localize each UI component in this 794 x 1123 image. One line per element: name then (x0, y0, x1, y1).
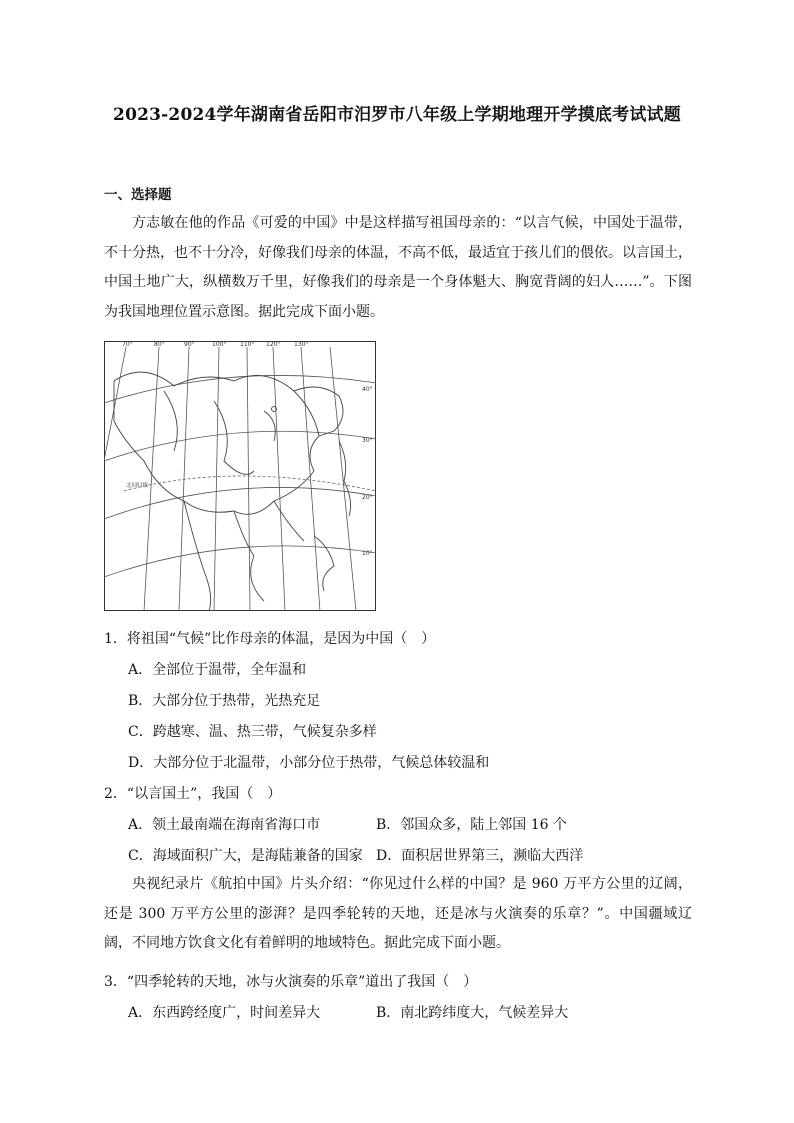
lon-label: 110° (240, 341, 255, 348)
passage-2: 央视纪录片《航拍中国》片头介绍：“你见过什么样的中国？是 960 万平方公里的辽阔，还是 300 万平方公里的澎湃？是四季轮转的天地，还是冰与火演奏的乐章？”。中国疆域辽阔，不同地方饮食文化有着鲜明的地域特色。据此完成下面小题。 (104, 876, 692, 951)
question-1-option-c[interactable]: C．跨越寒、温、热三带，气候复杂多样 (128, 724, 377, 740)
question-3-option-b[interactable]: B．南北跨纬度大，气候差异大 (376, 1005, 569, 1021)
question-1-stem: 1．将祖国“气候”比作母亲的体温，是因为中国（ ） (104, 631, 436, 647)
question-1-option-b[interactable]: B．大部分位于热带，光热充足 (128, 693, 321, 709)
question-3-stem: 3．“四季轮转的天地，冰与火演奏的乐章”道出了我国（ ） (104, 974, 478, 990)
lon-label: 70° (122, 341, 133, 348)
question-2-option-d[interactable]: D．面积居世界第三，濒临大西洋 (376, 848, 584, 864)
passage-1: 方志敏在他的作品《可爱的中国》中是这样描写祖国母亲的：“以言气候，中国处于温带，不十分热，也不十分冷，好像我们母亲的体温，不高不低，最适宜于孩儿们的偎依。以言国土，中国土地广大，纵横数万千里，好像我们的母亲是一个身体魁大、胸宽背阔的妇人……”。下图为我国地理位置示意图。据此完成下面小题。 (104, 215, 692, 320)
lon-label: 100° (212, 341, 227, 348)
lon-label: 130° (294, 341, 309, 348)
lat-label: 40° (362, 386, 373, 393)
page-title: 2023-2024学年湖南省岳阳市汨罗市八年级上学期地理开学摸底考试试题 (113, 105, 681, 125)
lon-label: 90° (184, 341, 195, 348)
question-2-option-b[interactable]: B．邻国众多，陆上邻国 16 个 (376, 817, 568, 833)
question-2-option-a[interactable]: A．领土最南端在海南省海口市 (128, 817, 321, 833)
section-heading: 一、选择题 (104, 187, 172, 203)
lat-label: 10° (362, 550, 373, 557)
lat-label: 20° (362, 494, 373, 501)
question-1-option-a[interactable]: A．全部位于温带，全年温和 (128, 662, 307, 678)
china-location-map (104, 341, 376, 611)
tropic-label: 北回归线 (126, 483, 149, 489)
question-3-option-a[interactable]: A．东西跨经度广，时间差异大 (128, 1005, 321, 1021)
question-2-stem: 2．“以言国土”，我国（ ） (104, 786, 282, 802)
question-2-option-c[interactable]: C．海域面积广大，是海陆兼备的国家 (128, 848, 363, 864)
lon-label: 120° (266, 341, 281, 348)
lat-label: 30° (362, 437, 373, 444)
question-1-option-d[interactable]: D．大部分位于北温带，小部分位于热带，气候总体较温和 (128, 755, 490, 771)
lon-label: 80° (154, 341, 165, 348)
